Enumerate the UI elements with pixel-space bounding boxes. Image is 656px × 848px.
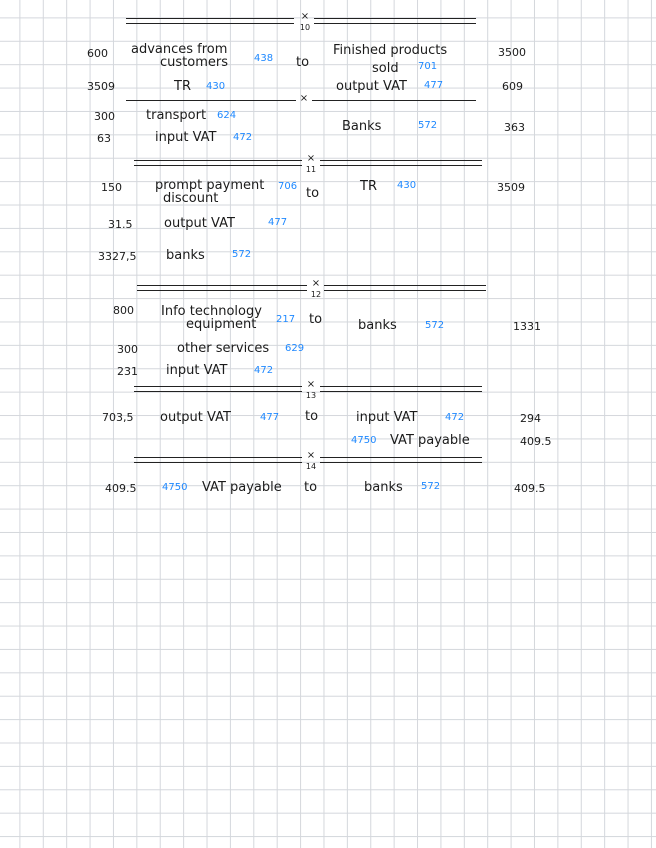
debit-account: prompt payment [155, 178, 265, 193]
account-code: 572 [418, 120, 438, 131]
account-code: 472 [233, 132, 253, 143]
account-code: 217 [276, 314, 296, 325]
account-code: 701 [418, 61, 438, 72]
credit-account: TR [360, 179, 377, 194]
account-code: 572 [232, 249, 252, 260]
to-word: to [309, 312, 323, 327]
debit-amount: 31.5 [108, 218, 133, 231]
debit-account: input VAT [155, 130, 217, 145]
debit-account: output VAT [164, 216, 235, 231]
separator-entry-14 [134, 450, 482, 471]
entry-number: 12 [310, 290, 322, 299]
credit-amount: 3509 [497, 181, 525, 194]
debit-amount: 63 [97, 132, 111, 145]
entry-number: 10 [299, 23, 311, 32]
debit-account: output VAT [160, 410, 231, 425]
credit-account: Banks [342, 119, 382, 134]
to-word: to [304, 480, 318, 495]
credit-account: banks [364, 480, 403, 495]
debit-amount: 703,5 [102, 411, 134, 424]
credit-account: VAT payable [390, 433, 470, 448]
credit-amount: 409.5 [514, 482, 546, 495]
debit-amount: 150 [101, 181, 122, 194]
account-code: 572 [425, 320, 445, 331]
debit-amount: 600 [87, 47, 108, 60]
credit-account: output VAT [336, 79, 407, 94]
debit-account: Info technology [161, 304, 262, 319]
debit-account: banks [166, 248, 205, 263]
debit-amount: 3327,5 [98, 250, 137, 263]
separator-entry-13 [134, 379, 482, 400]
debit-account-cont: customers [160, 55, 228, 70]
separator-entry-12 [137, 278, 486, 299]
cross-mark: × [306, 450, 316, 461]
account-code: 430 [397, 180, 417, 191]
debit-account: TR [174, 79, 191, 94]
to-word: to [305, 409, 319, 424]
cross-mark: × [306, 379, 316, 390]
account-code: 4750 [351, 435, 377, 446]
debit-account: transport [146, 108, 207, 123]
cross-mark: × [306, 153, 316, 164]
debit-amount: 409.5 [105, 482, 137, 495]
cross-mark: × [311, 278, 321, 289]
account-code: 4750 [162, 482, 188, 493]
account-code: 477 [268, 217, 288, 228]
credit-amount: 609 [502, 80, 523, 93]
separator-entry-11 [134, 153, 482, 174]
credit-amount: 3500 [498, 46, 526, 59]
debit-account: other services [177, 341, 270, 356]
account-code: 438 [254, 53, 274, 64]
credit-amount: 409.5 [520, 435, 552, 448]
account-code: 624 [217, 110, 237, 121]
account-code: 472 [254, 365, 274, 376]
credit-amount: 294 [520, 412, 541, 425]
account-code: 477 [424, 80, 444, 91]
credit-account-cont: sold [372, 61, 399, 76]
to-word: to [306, 186, 320, 201]
debit-account: input VAT [166, 363, 228, 378]
entry-number: 13 [305, 391, 317, 400]
account-code: 706 [278, 181, 298, 192]
debit-amount: 300 [117, 343, 138, 356]
account-code: 472 [445, 412, 465, 423]
debit-account-cont: discount [163, 191, 219, 206]
credit-amount: 363 [504, 121, 525, 134]
debit-amount: 800 [113, 304, 134, 317]
credit-account: Finished products [333, 43, 448, 58]
account-code: 430 [206, 81, 226, 92]
debit-account-cont: equipment [186, 317, 257, 332]
debit-amount: 300 [94, 110, 115, 123]
separator-entry-10 [126, 11, 476, 32]
credit-amount: 1331 [513, 320, 541, 333]
debit-amount: 3509 [87, 80, 115, 93]
debit-amount: 231 [117, 365, 138, 378]
credit-account: banks [358, 318, 397, 333]
account-code: 629 [285, 343, 305, 354]
account-code: 572 [421, 481, 441, 492]
entry-number: 14 [305, 462, 317, 471]
cross-mark: × [299, 93, 309, 104]
debit-account: VAT payable [202, 480, 282, 495]
entry-number: 11 [305, 165, 317, 174]
account-code: 477 [260, 412, 280, 423]
credit-account: input VAT [356, 410, 418, 425]
to-word: to [296, 55, 310, 70]
cross-mark: × [300, 11, 310, 22]
debit-account: advances from [131, 42, 228, 57]
